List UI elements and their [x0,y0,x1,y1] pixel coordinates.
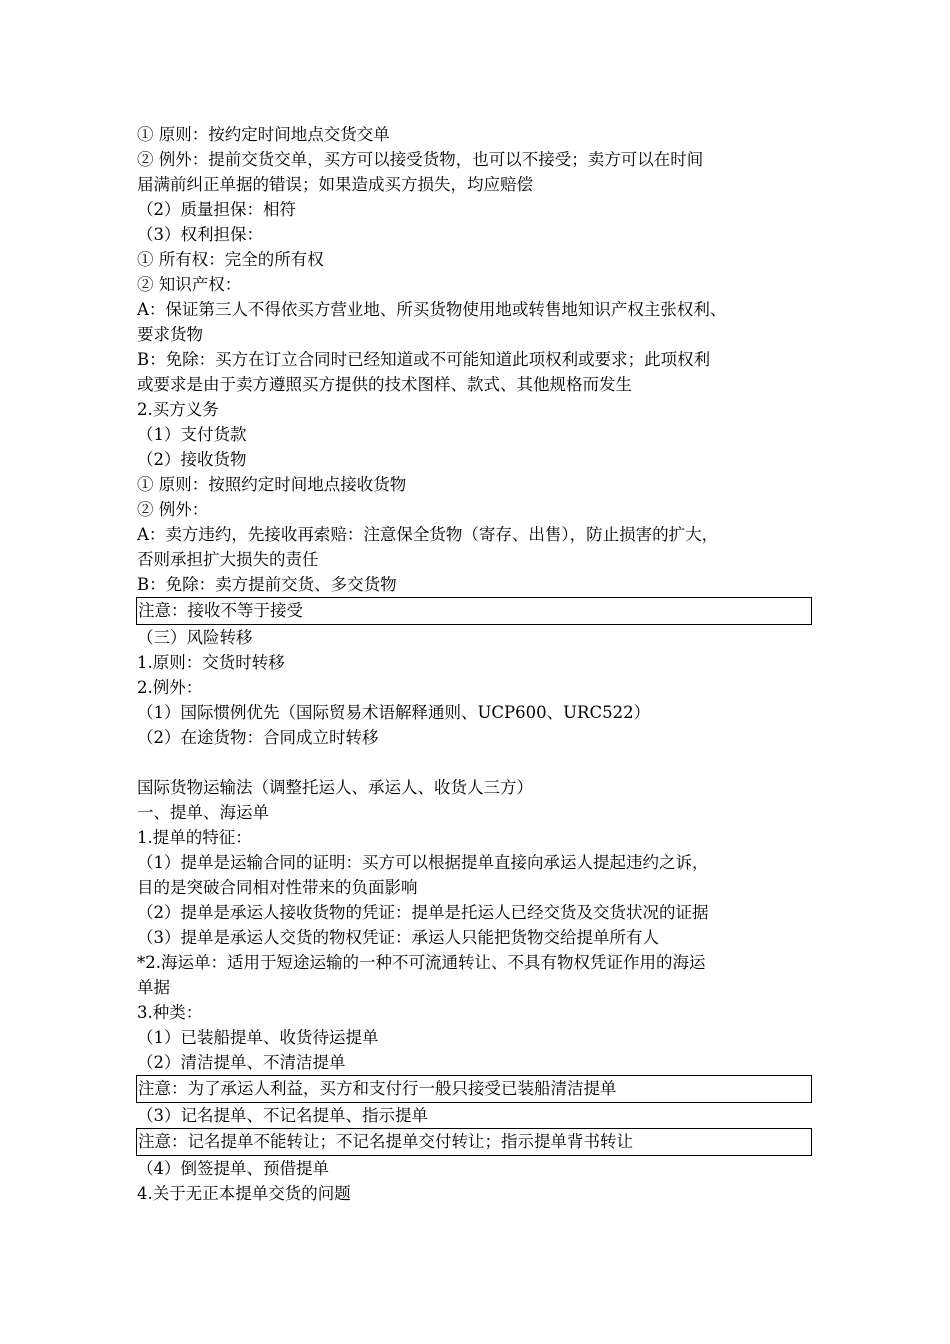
text-line: ② 知识产权： [137,275,242,294]
text-line: （2）质量担保：相符 [137,200,296,219]
document-body [137,122,817,1206]
text-line: 1.提单的特征： [137,828,252,847]
text-line: （4）倒签提单、预借提单 [137,1159,329,1178]
text-line: ② 例外：提前交货交单，买方可以接受货物，也可以不接受；卖方可以在时间 [137,150,704,169]
note-box: 注意：接收不等于接受 [136,597,812,625]
text-line: （3）提单是承运人交货的物权凭证：承运人只能把货物交给提单所有人 [137,928,659,947]
text-line: （1）已装船提单、收货待运提单 [137,1028,379,1047]
text-line: ① 所有权：完全的所有权 [137,250,324,269]
text-line: （1）支付货款 [137,425,247,444]
text-line: （2）提单是承运人接收货物的凭证：提单是托运人已经交货及交货状况的证据 [137,903,709,922]
text-line: ① 原则：按照约定时间地点接收货物 [137,475,407,494]
text-line: （2）在途货物：合同成立时转移 [137,728,379,747]
blank-line [137,750,817,775]
text-line: B：免除：卖方提前交货、多交货物 [137,575,397,594]
text-line: 要求货物 [137,325,203,344]
text-line: （3）记名提单、不记名提单、指示提单 [137,1106,428,1125]
text-line: A：保证第三人不得依买方营业地、所买货物使用地或转售地知识产权主张权利、 [137,300,727,319]
text-line: （2）清洁提单、不清洁提单 [137,1053,346,1072]
text-line: 单据 [137,978,170,997]
text-line: 或要求是由于卖方遵照买方提供的技术图样、款式、其他规格而发生 [137,375,632,394]
text-line: 2.例外： [137,678,203,697]
text-line: 4.关于无正本提单交货的问题 [137,1184,351,1203]
text-line: B：免除：买方在订立合同时已经知道或不可能知道此项权利或要求；此项权利 [137,350,711,369]
text-line: ① 原则：按约定时间地点交货交单 [137,125,390,144]
chapter-heading: 国际货物运输法（调整托运人、承运人、收货人三方） [137,778,533,797]
text-line: （3）权利担保： [137,225,263,244]
text-line: 届满前纠正单据的错误；如果造成买方损失，均应赔偿 [137,175,533,194]
section-heading: 2.买方义务 [137,400,219,419]
text-line: （2）接收货物 [137,450,247,469]
text-line: ② 例外： [137,500,209,519]
text-line: 1.原则：交货时转移 [137,653,285,672]
text-line: 否则承担扩大损失的责任 [137,550,319,569]
note-box: 注意：记名提单不能转让；不记名提单交付转让；指示提单背书转让 [136,1128,812,1156]
section-heading: 一、提单、海运单 [137,803,269,822]
text-line: （1）国际惯例优先（国际贸易术语解释通则、UCP600、URC522） [137,703,651,722]
text-line: 3.种类： [137,1003,203,1022]
note-box: 注意：为了承运人利益，买方和支付行一般只接受已装船清洁提单 [136,1075,812,1103]
section-heading: （三）风险转移 [137,628,253,647]
text-line: （1）提单是运输合同的证明：买方可以根据提单直接向承运人提起违约之诉， [137,853,709,872]
text-line: A：卖方违约，先接收再索赔：注意保全货物（寄存、出售），防止损害的扩大， [137,525,719,544]
text-line: *2.海运单：适用于短途运输的一种不可流通转让、不具有物权凭证作用的海运 [137,953,706,972]
text-line: 目的是突破合同相对性带来的负面影响 [137,878,418,897]
